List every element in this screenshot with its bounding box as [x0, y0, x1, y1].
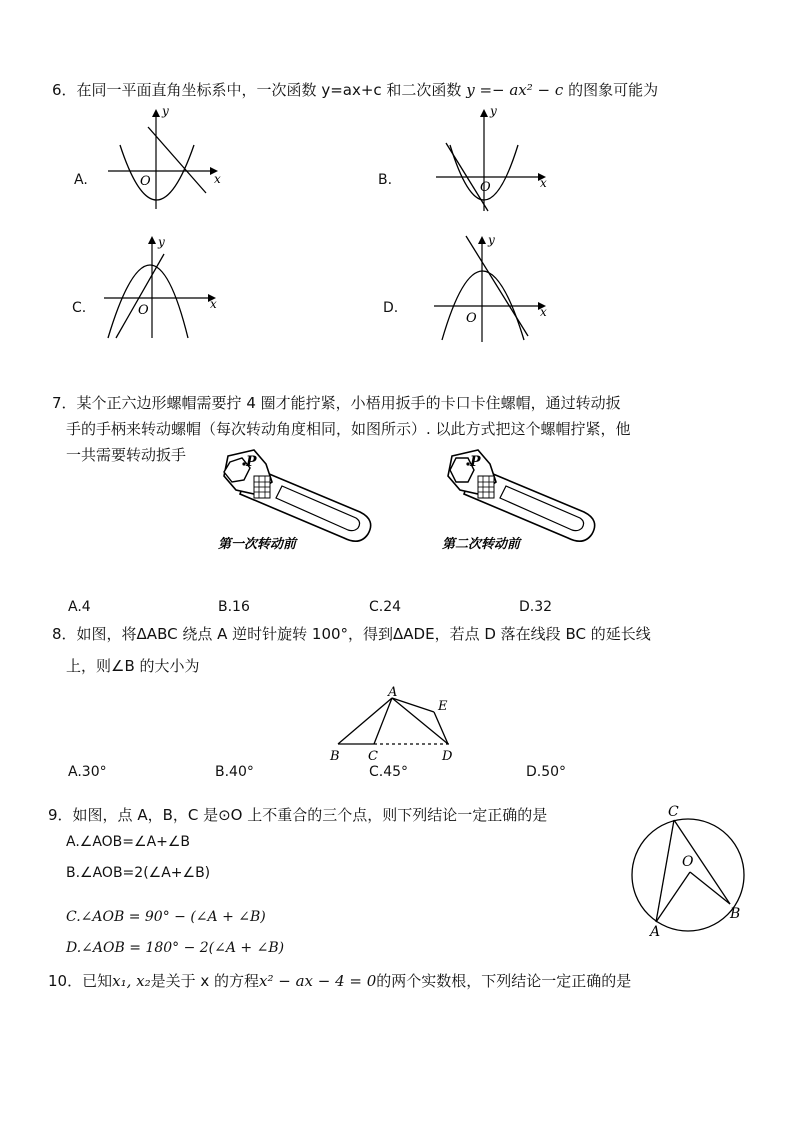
q10-stem [48, 971, 631, 991]
q6-text-before: 在同一平面直角坐标系中，一次函数 y=ax+c 和二次函数 [76, 81, 462, 99]
q6-option-d-label[interactable]: D. [383, 300, 399, 316]
q9-label-o: O [682, 854, 694, 870]
q9-label-c: C [668, 804, 679, 820]
q9-option-c[interactable]: C.∠AOB = 90° − (∠A + ∠B) [66, 909, 266, 925]
q7-wrench-first [210, 446, 380, 554]
q8-label-e: E [438, 699, 448, 714]
q6-option-a-label[interactable]: A. [74, 172, 88, 188]
q6-text-after: 的图象可能为 [568, 81, 659, 99]
q7-line3: 一共需要转动扳手 [66, 446, 187, 464]
q10-text2: 是关于 x 的方程 [150, 972, 260, 990]
q7-caption-1: 第一次转动前 [218, 537, 297, 552]
q7-line2: 手的手柄来转动螺帽（每次转动角度相同，如图所示）. 以此方式把这个螺帽拧紧，他 [66, 420, 631, 438]
q10-vars: x₁, x₂ [112, 972, 151, 990]
q9-circle-figure [628, 800, 748, 940]
q8-line1 [52, 624, 651, 644]
q8-label-c: C [368, 749, 378, 764]
q7-p-label-2: P [470, 454, 481, 470]
q7-option-b[interactable]: B.16 [218, 599, 250, 615]
q9-option-a[interactable]: A.∠AOB=∠A+∠B [66, 834, 191, 850]
q7-number: 7． [52, 394, 77, 412]
q9-line1 [48, 805, 547, 825]
q8-label-d: D [442, 749, 453, 764]
q7-wrench-second [434, 446, 604, 554]
q7-p-label-1: P [246, 454, 257, 470]
q6-b-x-label: x [540, 176, 547, 190]
q9-option-b[interactable]: B.∠AOB=2(∠A+∠B) [66, 865, 211, 881]
q7-line1 [52, 393, 621, 413]
q6-d-x-label: x [540, 305, 547, 319]
q6-a-y-label: y [162, 104, 169, 118]
q7-option-c[interactable]: C.24 [369, 599, 402, 615]
q6-c-origin: O [138, 303, 149, 318]
q6-option-c-label[interactable]: C. [72, 300, 87, 316]
q8-option-d[interactable]: D.50° [526, 764, 567, 780]
q6-c-x-label: x [210, 297, 217, 311]
q9-label-a: A [650, 924, 661, 940]
q6-d-origin: O [466, 311, 477, 326]
q8-text-line1: 如图，将ΔABC 绕点 A 逆时针旋转 100°，得到ΔADE，若点 D 落在线段 BC 的延长线 [76, 625, 651, 643]
q6-option-b-label[interactable]: B. [378, 172, 393, 188]
q6-c-y-label: y [158, 235, 165, 249]
q10-equation: x² − ax − 4 = 0 [259, 972, 377, 990]
q10-text1: 已知 [82, 972, 113, 990]
q6-b-y-label: y [490, 104, 497, 118]
q8-option-b[interactable]: B.40° [215, 764, 254, 780]
q7-option-d[interactable]: D.32 [519, 599, 553, 615]
q6-number: 6． [52, 81, 77, 99]
q8-triangle-figure [326, 684, 476, 764]
q6-graph-a [100, 105, 230, 215]
q8-option-c[interactable]: C.45° [369, 764, 409, 780]
q7-caption-2: 第二次转动前 [442, 537, 521, 552]
q10-text3: 的两个实数根，下列结论一定正确的是 [376, 972, 632, 990]
q9-text-line1: 如图，点 A，B，C 是⊙O 上不重合的三个点，则下列结论一定正确的是 [72, 806, 548, 824]
q8-line2: 上，则∠B 的大小为 [66, 657, 200, 675]
q6-graph-b [430, 105, 560, 215]
q8-number: 8． [52, 625, 77, 643]
q9-label-b: B [730, 906, 741, 922]
q6-d-y-label: y [488, 233, 495, 247]
q6-graph-c [100, 232, 230, 347]
q6-graph-d [430, 232, 560, 347]
q7-text-line1: 某个正六边形螺帽需要拧 4 圈才能拧紧，小梧用扳手的卡口卡住螺帽，通过转动扳 [76, 394, 621, 412]
q6-formula: y =− ax² − c [466, 81, 564, 99]
q8-option-a[interactable]: A.30° [68, 764, 107, 780]
q9-number: 9． [48, 806, 73, 824]
q6-b-origin: O [480, 180, 491, 195]
q6-stem [52, 80, 658, 100]
q9-option-d[interactable]: D.∠AOB = 180° − 2(∠A + ∠B) [66, 940, 285, 956]
q6-a-x-label: x [214, 172, 221, 186]
q7-option-a[interactable]: A.4 [68, 599, 91, 615]
q8-label-a: A [388, 685, 398, 700]
q8-label-b: B [330, 749, 340, 764]
q6-a-origin: O [140, 174, 151, 189]
q10-number: 10． [48, 972, 83, 990]
